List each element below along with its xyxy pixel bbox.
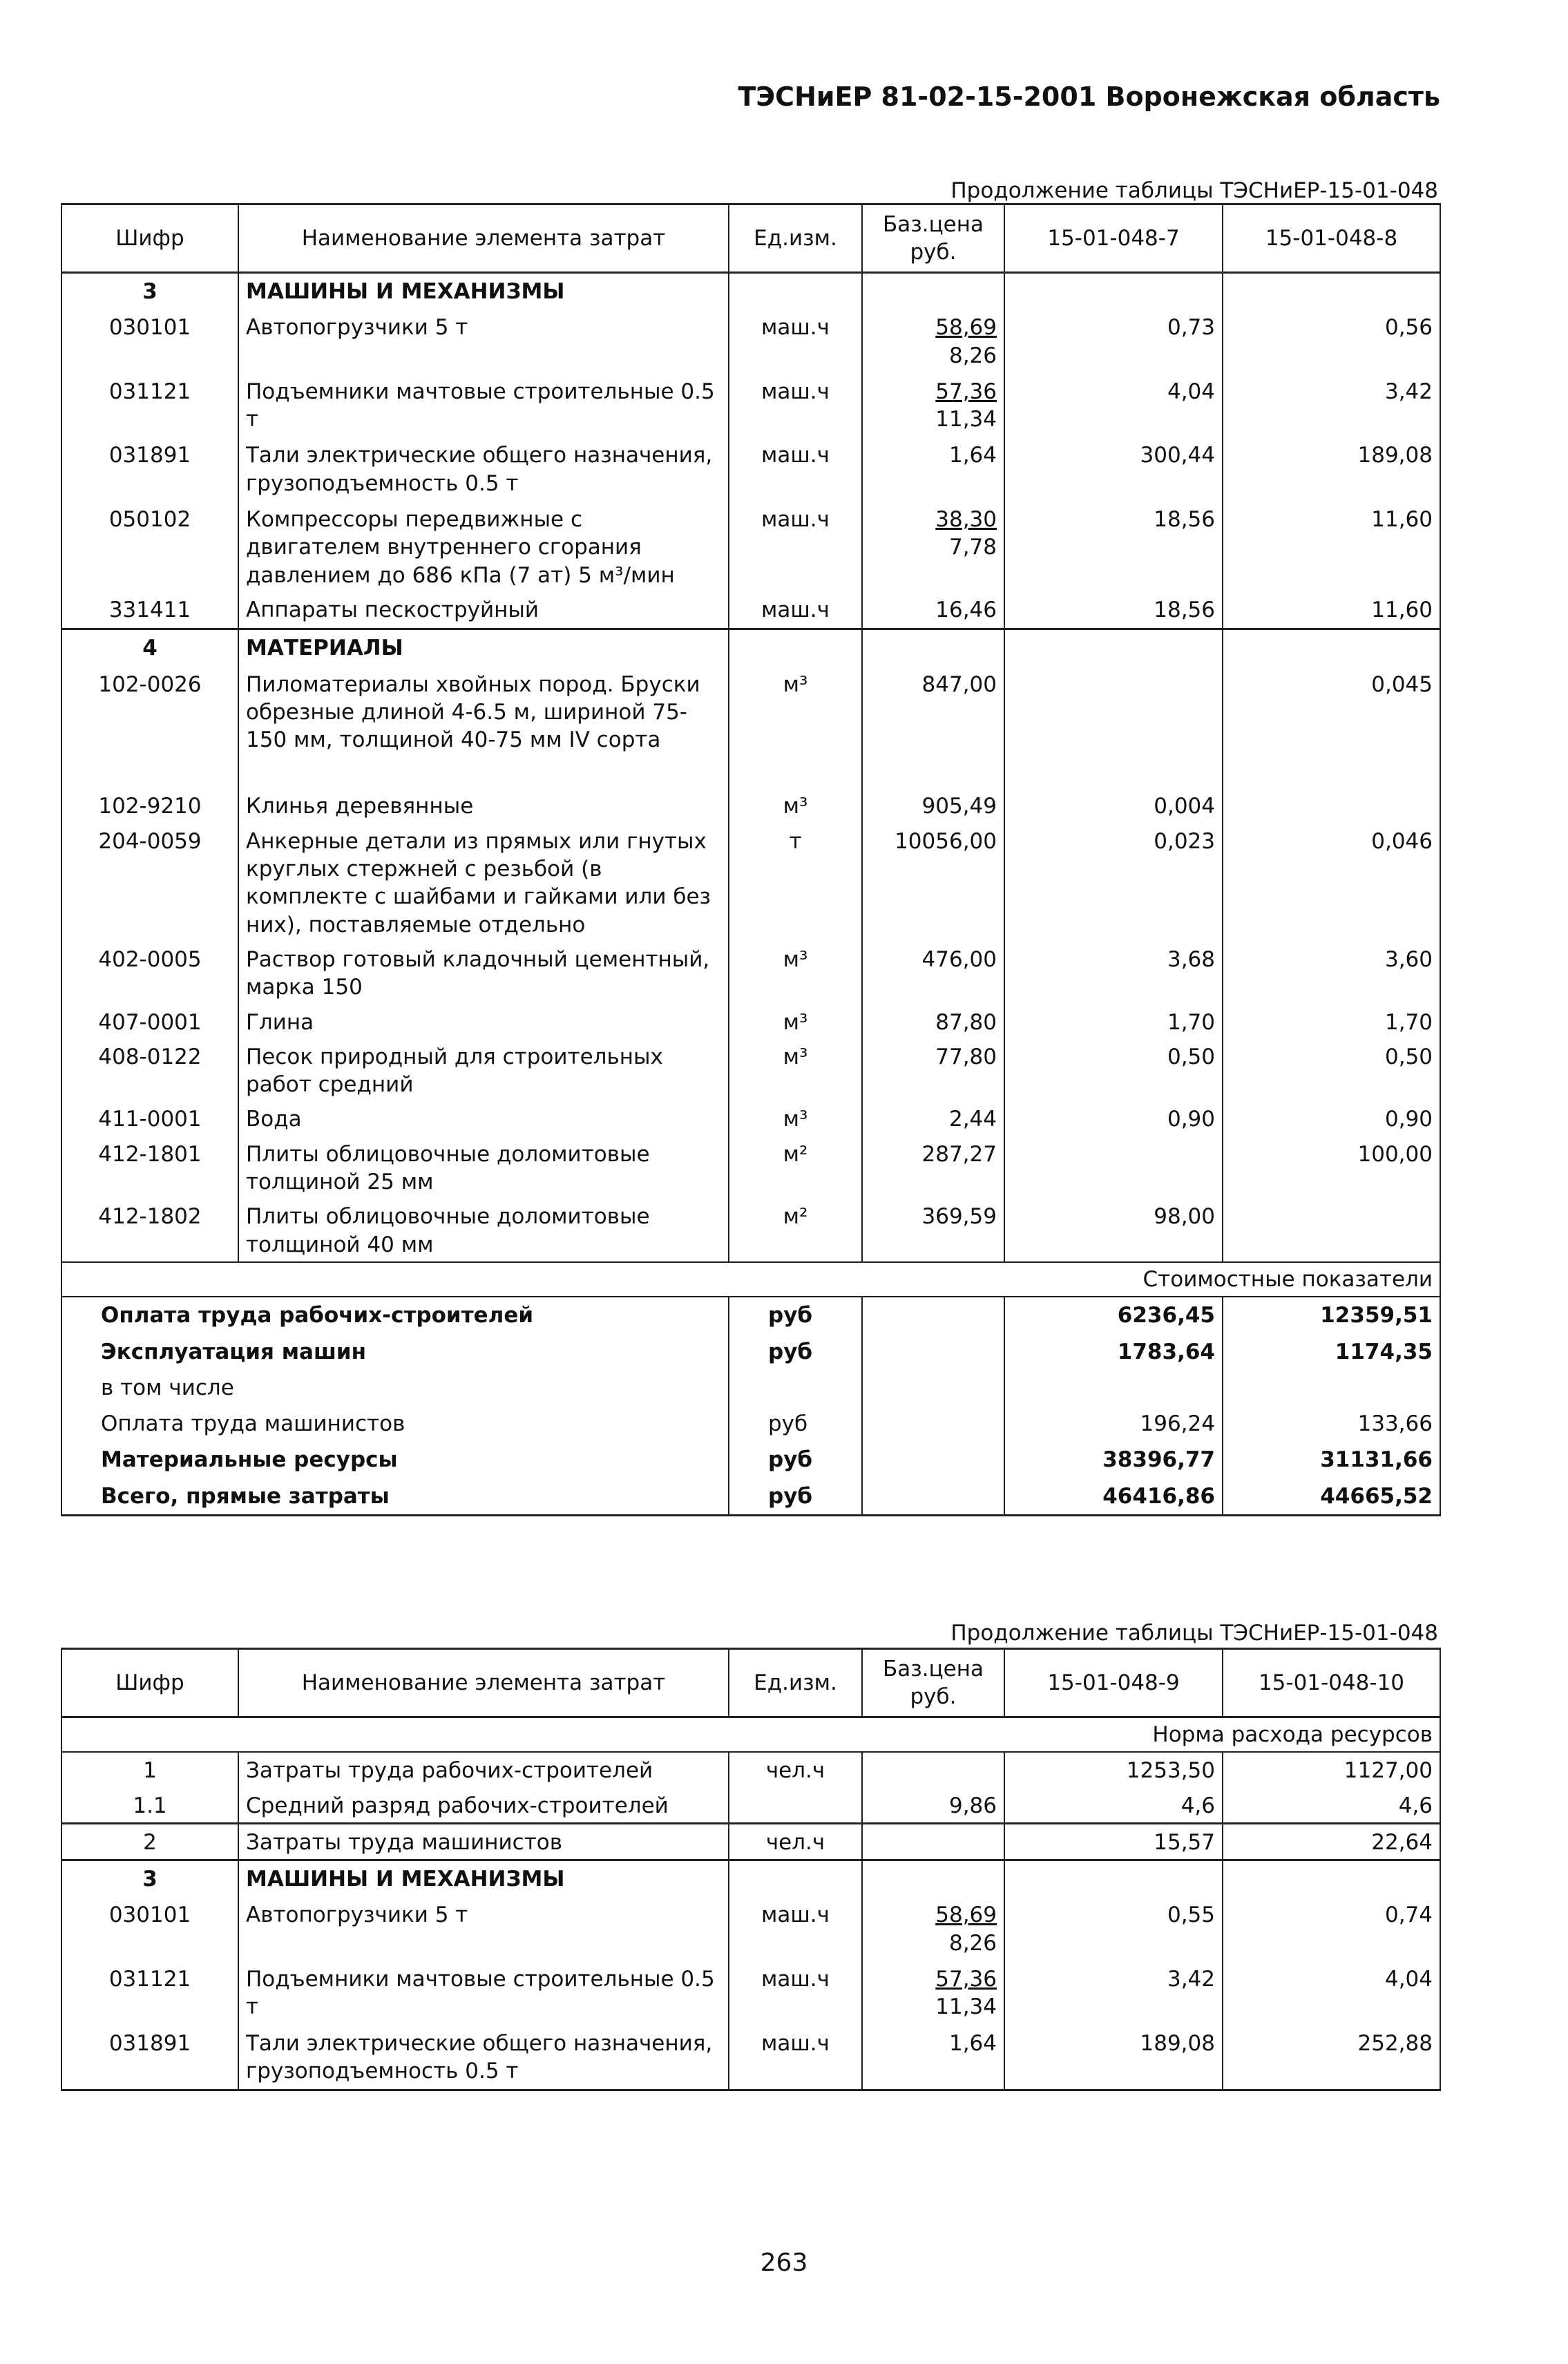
empty-cell — [862, 1406, 1004, 1442]
code-cell: 1.1 — [61, 1788, 238, 1824]
norm-value-cell: 4,6 — [1004, 1788, 1223, 1824]
machine-row — [61, 437, 1440, 502]
empty-cell — [862, 1442, 1004, 1478]
norm-value-cell: 100,00 — [1223, 1136, 1440, 1199]
section-title: МАШИНЫ И МЕХАНИЗМЫ — [238, 273, 729, 310]
unit-cell: маш.ч — [729, 1897, 862, 1961]
unit-cell: чел.ч — [729, 1752, 862, 1787]
page-number: 263 — [760, 2249, 808, 2277]
empty-cell — [862, 1334, 1004, 1370]
summary-value — [1223, 1370, 1440, 1406]
norm-value-cell: 4,6 — [1223, 1788, 1440, 1824]
price-cell: 905,49 — [862, 788, 1004, 823]
price-cell — [862, 1752, 1004, 1787]
resource-row — [61, 1823, 1440, 1860]
name-cell: Анкерные детали из прямых или гнутых круглых стержней с резьбой (в комплекте с шайбами и гайками или без них), поставляемые отдельно — [238, 823, 729, 942]
unit-cell: м³ — [729, 667, 862, 789]
material-row — [61, 1199, 1440, 1262]
name-cell: Подъемники мачтовые строительные 0.5 т — [238, 374, 729, 438]
unit-cell: м³ — [729, 1101, 862, 1136]
code-cell: 031121 — [61, 1961, 238, 2025]
code-cell: 031891 — [61, 437, 238, 502]
price-stack — [935, 314, 997, 370]
name-cell: Компрессоры передвижные с двигателем внутреннего сгорания давлением до 686 кПа (7 ат) 5 м³/мин — [238, 502, 729, 592]
norm-value-cell: 0,045 — [1223, 667, 1440, 789]
price-main: 57,36 — [935, 379, 997, 404]
summary-unit: руб — [729, 1406, 862, 1442]
code-cell: 031891 — [61, 2025, 238, 2090]
empty-cell — [862, 1370, 1004, 1406]
section-row — [61, 273, 1440, 310]
name-cell: Тали электрические общего назначения, грузоподъемность 0.5 т — [238, 437, 729, 502]
code-cell: 102-0026 — [61, 667, 238, 789]
cost-indicators-band — [61, 1262, 1440, 1297]
norm-value-cell: 11,60 — [1223, 592, 1440, 629]
empty-cell — [1223, 629, 1440, 667]
name-cell: Автопогрузчики 5 т — [238, 309, 729, 374]
price-cell — [862, 1823, 1004, 1860]
code-cell: 050102 — [61, 502, 238, 592]
col-header-norm-9: 15-01-048-9 — [1004, 1649, 1223, 1717]
machine-row — [61, 592, 1440, 629]
material-row — [61, 1136, 1440, 1199]
price-sub: 11,34 — [935, 1994, 997, 2020]
norm-value-cell: 4,04 — [1004, 374, 1223, 438]
material-row — [61, 1039, 1440, 1102]
col-header-price: Баз.цена руб. — [862, 1649, 1004, 1717]
summary-unit: руб — [729, 1478, 862, 1516]
col-header-code: Шифр — [61, 1649, 238, 1717]
machine-row — [61, 2025, 1440, 2090]
norm-value-cell: 3,68 — [1004, 942, 1223, 1004]
table2-caption: Продолжение таблицы ТЭСНиЕР-15-01-048 — [950, 1621, 1438, 1646]
col-header-name: Наименование элемента затрат — [238, 1649, 729, 1717]
table2-body — [61, 1717, 1440, 2090]
unit-cell — [729, 1788, 862, 1824]
price-cell — [862, 309, 1004, 374]
norm-value-cell: 0,73 — [1004, 309, 1223, 374]
summary-label: Оплата труда машинистов — [61, 1406, 729, 1442]
summary-value: 44665,52 — [1223, 1478, 1440, 1516]
norm-value-cell: 1,70 — [1004, 1004, 1223, 1039]
table1-caption: Продолжение таблицы ТЭСНиЕР-15-01-048 — [950, 178, 1438, 203]
summary-value: 12359,51 — [1223, 1297, 1440, 1333]
price-cell: 77,80 — [862, 1039, 1004, 1102]
name-cell: Затраты труда машинистов — [238, 1823, 729, 1860]
material-row — [61, 1004, 1440, 1039]
summary-value: 133,66 — [1223, 1406, 1440, 1442]
norm-value-cell: 18,56 — [1004, 592, 1223, 629]
section-title: МАШИНЫ И МЕХАНИЗМЫ — [238, 1860, 729, 1898]
name-cell: Песок природный для строительных работ средний — [238, 1039, 729, 1102]
machine-row — [61, 1961, 1440, 2025]
norm-value-cell: 0,74 — [1223, 1897, 1440, 1961]
norm-value-cell: 0,50 — [1004, 1039, 1223, 1102]
summary-unit: руб — [729, 1334, 862, 1370]
price-sub: 11,34 — [935, 407, 997, 432]
code-cell: 412-1801 — [61, 1136, 238, 1199]
section-row — [61, 1860, 1440, 1898]
material-row — [61, 942, 1440, 1004]
code-cell: 2 — [61, 1823, 238, 1860]
norm-value-cell: 98,00 — [1004, 1199, 1223, 1262]
summary-label: Эксплуатация машин — [61, 1334, 729, 1370]
price-cell — [862, 1961, 1004, 2025]
summary-value: 6236,45 — [1004, 1297, 1223, 1333]
unit-cell: маш.ч — [729, 502, 862, 592]
norm-value-cell: 4,04 — [1223, 1961, 1440, 2025]
section-row — [61, 629, 1440, 667]
price-cell: 1,64 — [862, 437, 1004, 502]
price-cell: 1,64 — [862, 2025, 1004, 2090]
unit-cell: м² — [729, 1136, 862, 1199]
unit-cell: м³ — [729, 788, 862, 823]
price-main: 38,30 — [935, 507, 997, 533]
unit-cell: маш.ч — [729, 1961, 862, 2025]
code-cell: 1 — [61, 1752, 238, 1787]
summary-value: 46416,86 — [1004, 1478, 1223, 1516]
price-stack — [935, 1965, 997, 2021]
summary-row — [61, 1370, 1440, 1406]
norm-value-cell: 0,50 — [1223, 1039, 1440, 1102]
summary-row — [61, 1406, 1440, 1442]
material-row — [61, 823, 1440, 942]
price-cell: 369,59 — [862, 1199, 1004, 1262]
price-cell — [862, 502, 1004, 592]
name-cell: Плиты облицовочные доломитовые толщиной 40 мм — [238, 1199, 729, 1262]
price-cell: 87,80 — [862, 1004, 1004, 1039]
unit-cell: м³ — [729, 1004, 862, 1039]
empty-cell — [862, 1860, 1004, 1898]
table1-body — [61, 273, 1440, 1516]
norm-value-cell — [1004, 1136, 1223, 1199]
name-cell: Средний разряд рабочих-строителей — [238, 1788, 729, 1824]
name-cell: Пиломатериалы хвойных пород. Бруски обрезные длиной 4-6.5 м, шириной 75-150 мм, толщиной 40-75 мм IV сорта — [238, 667, 729, 789]
unit-cell: чел.ч — [729, 1823, 862, 1860]
summary-unit — [729, 1370, 862, 1406]
summary-row — [61, 1478, 1440, 1516]
norm-value-cell — [1223, 788, 1440, 823]
resource-norm-band — [61, 1717, 1440, 1753]
summary-row — [61, 1334, 1440, 1370]
code-cell: 402-0005 — [61, 942, 238, 1004]
unit-cell: м³ — [729, 1039, 862, 1102]
price-main: 58,69 — [935, 1903, 997, 1928]
norm-value-cell: 0,56 — [1223, 309, 1440, 374]
name-cell: Аппараты пескоструйный — [238, 592, 729, 629]
summary-value: 31131,66 — [1223, 1442, 1440, 1478]
machine-row — [61, 1897, 1440, 1961]
unit-cell: маш.ч — [729, 309, 862, 374]
empty-cell — [729, 1860, 862, 1898]
code-cell: 411-0001 — [61, 1101, 238, 1136]
empty-cell — [729, 273, 862, 310]
resource-row — [61, 1788, 1440, 1824]
summary-unit: руб — [729, 1442, 862, 1478]
price-sub: 8,26 — [948, 1930, 997, 1956]
col-header-norm-10: 15-01-048-10 — [1223, 1649, 1440, 1717]
empty-cell — [1004, 1860, 1223, 1898]
name-cell: Клинья деревянные — [238, 788, 729, 823]
resource-table-1 — [61, 203, 1441, 1516]
empty-cell — [1004, 629, 1223, 667]
norm-value-cell: 1,70 — [1223, 1004, 1440, 1039]
name-cell: Вода — [238, 1101, 729, 1136]
empty-cell — [729, 629, 862, 667]
norm-value-cell — [1223, 1199, 1440, 1262]
price-stack — [935, 1901, 997, 1957]
summary-label: Оплата труда рабочих-строителей — [61, 1297, 729, 1333]
code-cell: 408-0122 — [61, 1039, 238, 1102]
price-cell: 287,27 — [862, 1136, 1004, 1199]
machine-row — [61, 309, 1440, 374]
band-label: Норма расхода ресурсов — [61, 1717, 1440, 1753]
norm-value-cell: 18,56 — [1004, 502, 1223, 592]
name-cell: Затраты труда рабочих-строителей — [238, 1752, 729, 1787]
empty-cell — [862, 1297, 1004, 1333]
norm-value-cell: 1253,50 — [1004, 1752, 1223, 1787]
col-header-norm-8: 15-01-048-8 — [1223, 204, 1440, 273]
summary-label: Материальные ресурсы — [61, 1442, 729, 1478]
price-cell: 9,86 — [862, 1788, 1004, 1824]
empty-cell — [862, 1478, 1004, 1516]
price-cell: 847,00 — [862, 667, 1004, 789]
name-cell: Плиты облицовочные доломитовые толщиной 25 мм — [238, 1136, 729, 1199]
name-cell: Тали электрические общего назначения, грузоподъемность 0.5 т — [238, 2025, 729, 2090]
price-cell: 476,00 — [862, 942, 1004, 1004]
unit-cell: т — [729, 823, 862, 942]
norm-value-cell: 3,60 — [1223, 942, 1440, 1004]
norm-value-cell: 22,64 — [1223, 1823, 1440, 1860]
price-main: 57,36 — [935, 1967, 997, 1992]
norm-value-cell: 0,90 — [1223, 1101, 1440, 1136]
machine-row — [61, 502, 1440, 592]
code-cell: 030101 — [61, 1897, 238, 1961]
norm-value-cell: 189,08 — [1223, 437, 1440, 502]
norm-value-cell: 300,44 — [1004, 437, 1223, 502]
norm-value-cell: 0,023 — [1004, 823, 1223, 942]
empty-cell — [1223, 273, 1440, 310]
empty-cell — [1004, 273, 1223, 310]
col-header-code: Шифр — [61, 204, 238, 273]
name-cell: Раствор готовый кладочный цементный, марка 150 — [238, 942, 729, 1004]
col-header-norm-7: 15-01-048-7 — [1004, 204, 1223, 273]
code-cell: 102-9210 — [61, 788, 238, 823]
resource-table-2 — [61, 1648, 1441, 2091]
code-cell: 407-0001 — [61, 1004, 238, 1039]
unit-cell: маш.ч — [729, 592, 862, 629]
price-cell: 16,46 — [862, 592, 1004, 629]
norm-value-cell — [1004, 667, 1223, 789]
summary-row — [61, 1442, 1440, 1478]
summary-value — [1004, 1370, 1223, 1406]
material-row — [61, 788, 1440, 823]
norm-value-cell: 0,90 — [1004, 1101, 1223, 1136]
unit-cell: маш.ч — [729, 437, 862, 502]
empty-cell — [862, 273, 1004, 310]
norm-value-cell: 3,42 — [1223, 374, 1440, 438]
summary-value: 38396,77 — [1004, 1442, 1223, 1478]
name-cell: Автопогрузчики 5 т — [238, 1897, 729, 1961]
unit-cell: м² — [729, 1199, 862, 1262]
summary-row — [61, 1297, 1440, 1333]
summary-label: Всего, прямые затраты — [61, 1478, 729, 1516]
material-row — [61, 1101, 1440, 1136]
col-header-unit: Ед.изм. — [729, 204, 862, 273]
code-cell: 030101 — [61, 309, 238, 374]
section-code: 4 — [61, 629, 238, 667]
price-sub: 7,78 — [948, 535, 997, 560]
col-header-name: Наименование элемента затрат — [238, 204, 729, 273]
price-cell: 10056,00 — [862, 823, 1004, 942]
unit-cell: маш.ч — [729, 374, 862, 438]
col-header-unit: Ед.изм. — [729, 1649, 862, 1717]
summary-label: в том числе — [61, 1370, 729, 1406]
code-cell: 331411 — [61, 592, 238, 629]
band-label: Стоимостные показатели — [61, 1262, 1440, 1297]
unit-cell: м³ — [729, 942, 862, 1004]
price-sub: 8,26 — [948, 343, 997, 368]
norm-value-cell: 3,42 — [1004, 1961, 1223, 2025]
norm-value-cell: 0,046 — [1223, 823, 1440, 942]
empty-cell — [862, 629, 1004, 667]
machine-row — [61, 374, 1440, 438]
document-header: ТЭСНиЕР 81-02-15-2001 Воронежская область — [738, 82, 1440, 112]
price-cell — [862, 374, 1004, 438]
price-cell: 2,44 — [862, 1101, 1004, 1136]
section-title: МАТЕРИАЛЫ — [238, 629, 729, 667]
section-code: 3 — [61, 1860, 238, 1898]
col-header-price: Баз.цена руб. — [862, 204, 1004, 273]
name-cell: Глина — [238, 1004, 729, 1039]
norm-value-cell: 15,57 — [1004, 1823, 1223, 1860]
summary-value: 1783,64 — [1004, 1334, 1223, 1370]
price-stack — [935, 378, 997, 434]
name-cell: Подъемники мачтовые строительные 0.5 т — [238, 1961, 729, 2025]
summary-unit: руб — [729, 1297, 862, 1333]
section-code: 3 — [61, 273, 238, 310]
norm-value-cell: 1127,00 — [1223, 1752, 1440, 1787]
price-main: 58,69 — [935, 315, 997, 341]
summary-value: 1174,35 — [1223, 1334, 1440, 1370]
norm-value-cell: 252,88 — [1223, 2025, 1440, 2090]
resource-row — [61, 1752, 1440, 1787]
summary-value: 196,24 — [1004, 1406, 1223, 1442]
code-cell: 204-0059 — [61, 823, 238, 942]
norm-value-cell: 0,004 — [1004, 788, 1223, 823]
price-stack — [935, 506, 997, 562]
code-cell: 031121 — [61, 374, 238, 438]
code-cell: 412-1802 — [61, 1199, 238, 1262]
material-row — [61, 667, 1440, 789]
norm-value-cell: 11,60 — [1223, 502, 1440, 592]
empty-cell — [1223, 1860, 1440, 1898]
norm-value-cell: 0,55 — [1004, 1897, 1223, 1961]
norm-value-cell: 189,08 — [1004, 2025, 1223, 2090]
price-cell — [862, 1897, 1004, 1961]
unit-cell: маш.ч — [729, 2025, 862, 2090]
